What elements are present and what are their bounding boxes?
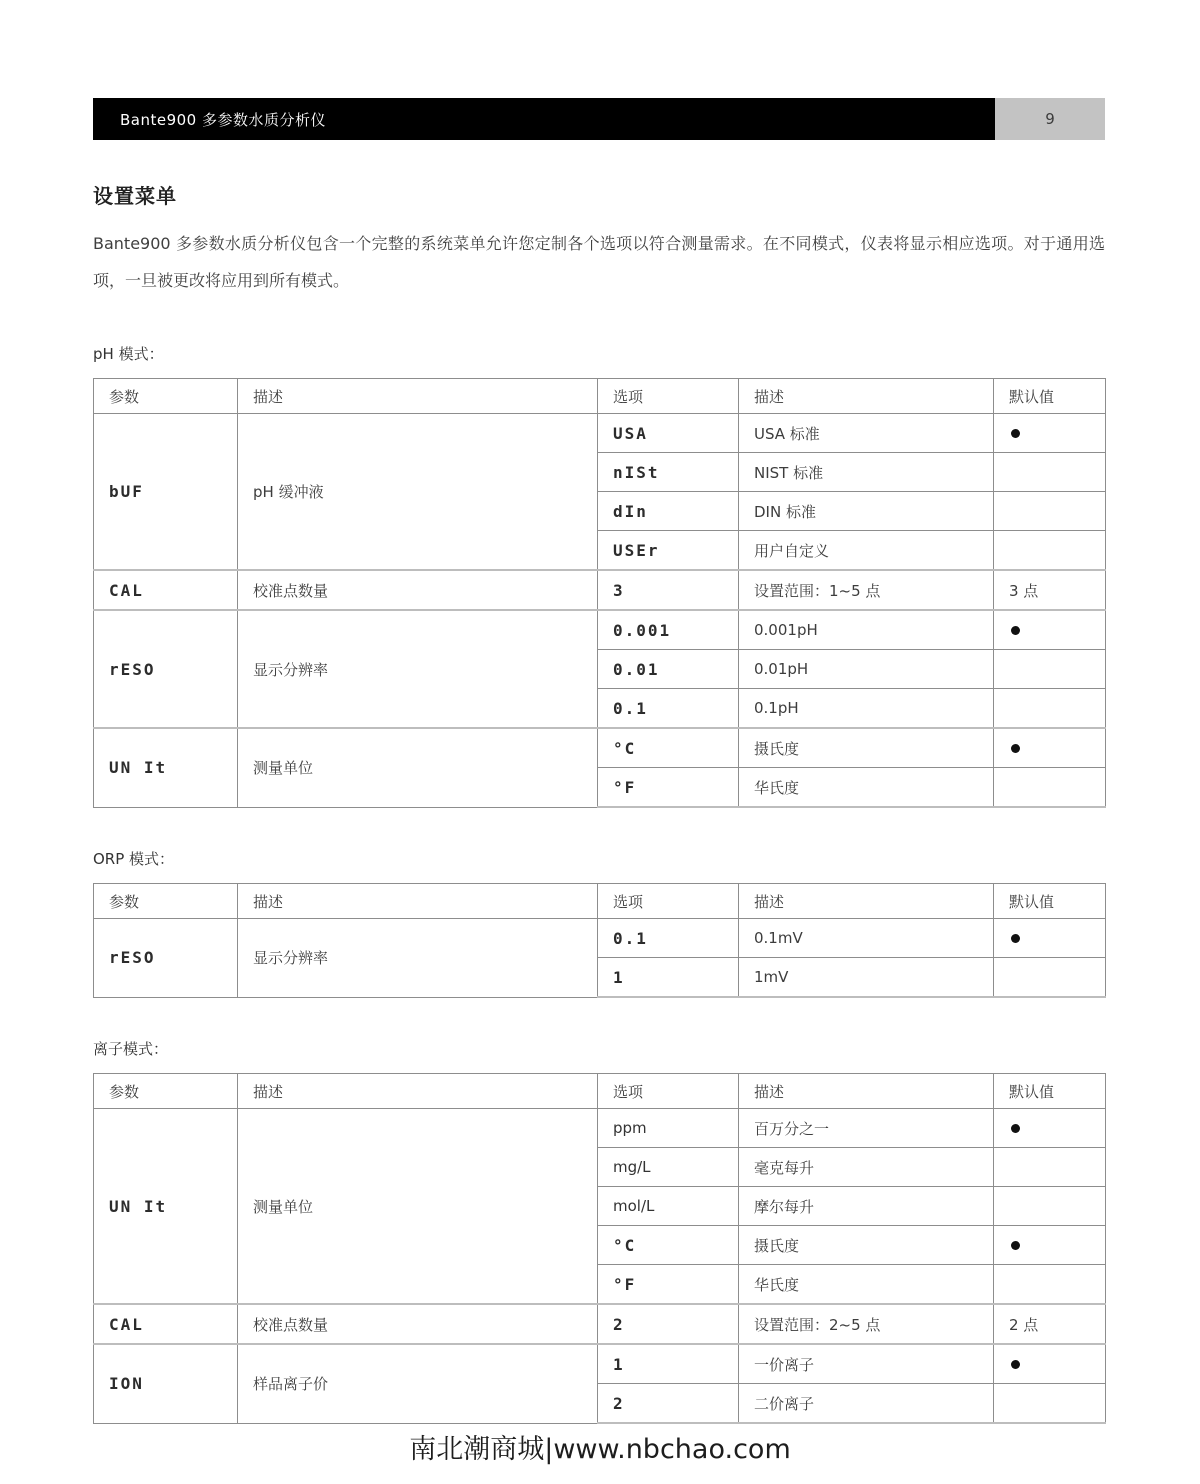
option-code-cell <box>598 1148 739 1187</box>
settings-table <box>93 1073 1106 1424</box>
option-code-cell <box>598 570 739 610</box>
default-value-cell <box>994 1187 1106 1226</box>
param-desc-cell: 显示分辨率 <box>238 610 598 728</box>
column-header: 描述 <box>238 884 598 919</box>
option-code: USA <box>613 423 648 443</box>
default-value-cell <box>994 650 1106 689</box>
default-dot <box>1011 1360 1020 1369</box>
default-dot <box>1011 934 1020 943</box>
table-row <box>94 1344 1106 1384</box>
default-dot <box>1011 429 1020 438</box>
header-row <box>94 1074 1106 1109</box>
option-code-cell <box>598 919 739 958</box>
table-row <box>94 414 1106 453</box>
page-number: 9 <box>1045 110 1055 128</box>
option-code-cell <box>598 1265 739 1305</box>
option-code-cell <box>598 531 739 571</box>
option-code: °F <box>613 777 637 797</box>
default-value-cell: 2 点 <box>994 1304 1106 1344</box>
param-code: rESO <box>109 948 156 968</box>
param-desc-cell: 测量单位 <box>238 728 598 807</box>
option-desc-cell: 设置范围：2~5 点 <box>739 1304 994 1344</box>
default-value-cell <box>994 492 1106 531</box>
page-number-box <box>995 98 1105 140</box>
option-desc-cell: 百万分之一 <box>739 1109 994 1148</box>
header-title-bar <box>93 98 995 140</box>
option-desc-cell: 0.01pH <box>739 650 994 689</box>
mode-label: pH 模式： <box>93 345 164 363</box>
option-desc-cell: 毫克每升 <box>739 1148 994 1187</box>
table-row <box>94 570 1106 610</box>
param-code-cell <box>94 728 238 807</box>
option-code: ppm <box>613 1119 647 1137</box>
table-row <box>94 610 1106 650</box>
footer-text: 南北潮商城|www.nbchao.com <box>409 1434 791 1465</box>
param-code-cell <box>94 1344 238 1423</box>
option-code-cell <box>598 768 739 808</box>
param-code-cell <box>94 610 238 728</box>
option-code: °F <box>613 1274 637 1294</box>
table-body <box>94 919 1106 998</box>
option-code-cell <box>598 1304 739 1344</box>
param-desc-cell: 校准点数量 <box>238 1304 598 1344</box>
param-desc-cell: 测量单位 <box>238 1109 598 1305</box>
option-code-cell <box>598 453 739 492</box>
column-header: 选项 <box>598 379 739 414</box>
table-row <box>94 728 1106 768</box>
option-desc-cell: 0.001pH <box>739 610 994 650</box>
option-code-cell <box>598 1384 739 1424</box>
table-head <box>94 379 1106 414</box>
table-head <box>94 884 1106 919</box>
option-code: 0.01 <box>613 659 660 679</box>
column-header: 默认值 <box>994 884 1106 919</box>
column-header: 选项 <box>598 1074 739 1109</box>
param-code: CAL <box>109 1314 144 1334</box>
param-code-cell <box>94 570 238 610</box>
option-code: USEr <box>613 540 660 560</box>
table-row <box>94 919 1106 958</box>
default-value-cell <box>994 1109 1106 1148</box>
option-desc-cell: 华氏度 <box>739 1265 994 1305</box>
column-header: 参数 <box>94 379 238 414</box>
option-code-cell <box>598 958 739 998</box>
option-code-cell <box>598 1344 739 1384</box>
param-code: CAL <box>109 580 144 600</box>
settings-table <box>93 378 1106 808</box>
column-header: 描述 <box>739 379 994 414</box>
column-header: 默认值 <box>994 1074 1106 1109</box>
column-header: 参数 <box>94 1074 238 1109</box>
param-code-cell <box>94 414 238 571</box>
default-value-cell <box>994 1226 1106 1265</box>
option-code: 0.001 <box>613 620 672 640</box>
column-header: 描述 <box>739 1074 994 1109</box>
option-code: mol/L <box>613 1197 655 1215</box>
column-header: 描述 <box>238 379 598 414</box>
param-desc-cell: pH 缓冲液 <box>238 414 598 571</box>
option-code: 1 <box>613 967 625 987</box>
default-dot <box>1011 626 1020 635</box>
page-header-bar <box>93 98 1105 140</box>
option-code-cell <box>598 728 739 768</box>
default-value-cell <box>994 919 1106 958</box>
column-header: 描述 <box>739 884 994 919</box>
param-code: UN It <box>109 758 168 778</box>
option-desc-cell: 设置范围：1~5 点 <box>739 570 994 610</box>
default-dot <box>1011 1241 1020 1250</box>
param-code-cell <box>94 1109 238 1305</box>
option-code: °C <box>613 738 637 758</box>
option-code-cell <box>598 1226 739 1265</box>
default-value-cell <box>994 689 1106 729</box>
column-header: 选项 <box>598 884 739 919</box>
default-value-cell: 3 点 <box>994 570 1106 610</box>
option-code: 1 <box>613 1354 625 1374</box>
param-code: rESO <box>109 659 156 679</box>
default-value-cell <box>994 1148 1106 1187</box>
intro-paragraph: Bante900 多参数水质分析仪包含一个完整的系统菜单允许您定制各个选项以符合测量需求。在不同模式，仪表将显示相应选项。对于通用选项，一旦被更改将应用到所有模式。 <box>93 234 1105 290</box>
table-body <box>94 1109 1106 1424</box>
default-value-cell <box>994 531 1106 571</box>
default-dot <box>1011 744 1020 753</box>
default-value-cell <box>994 1344 1106 1384</box>
option-code-cell <box>598 610 739 650</box>
table-head <box>94 1074 1106 1109</box>
option-code: 0.1 <box>613 698 648 718</box>
document-title: Bante900 多参数水质分析仪 <box>120 110 326 129</box>
param-desc-cell: 样品离子价 <box>238 1344 598 1423</box>
mode-label: 离子模式： <box>93 1040 169 1058</box>
option-code: nISt <box>613 462 660 482</box>
param-desc-cell: 校准点数量 <box>238 570 598 610</box>
option-desc-cell: 二价离子 <box>739 1384 994 1424</box>
default-value-cell <box>994 414 1106 453</box>
option-desc-cell: 一价离子 <box>739 1344 994 1384</box>
option-code: mg/L <box>613 1158 651 1176</box>
option-desc-cell: USA 标准 <box>739 414 994 453</box>
table-row <box>94 1109 1106 1148</box>
option-desc-cell: NIST 标准 <box>739 453 994 492</box>
option-code-cell <box>598 1109 739 1148</box>
footer-watermark <box>0 1427 1200 1466</box>
option-code: 0.1 <box>613 928 648 948</box>
option-code-cell <box>598 492 739 531</box>
default-dot <box>1011 1124 1020 1133</box>
option-code: 2 <box>613 1393 625 1413</box>
column-header: 描述 <box>238 1074 598 1109</box>
settings-table <box>93 883 1106 998</box>
param-code: UN It <box>109 1196 168 1216</box>
param-code: ION <box>109 1374 144 1394</box>
section-heading: 设置菜单 <box>93 184 177 208</box>
option-desc-cell: DIN 标准 <box>739 492 994 531</box>
column-header: 参数 <box>94 884 238 919</box>
table-body <box>94 414 1106 808</box>
default-value-cell <box>994 768 1106 808</box>
option-code-cell <box>598 689 739 729</box>
default-value-cell <box>994 1384 1106 1424</box>
param-desc-cell: 显示分辨率 <box>238 919 598 998</box>
table-row <box>94 1304 1106 1344</box>
default-value-cell <box>994 1265 1106 1305</box>
option-desc-cell: 摩尔每升 <box>739 1187 994 1226</box>
option-desc-cell: 用户自定义 <box>739 531 994 571</box>
header-row <box>94 379 1106 414</box>
default-value-cell <box>994 610 1106 650</box>
mode-label: ORP 模式： <box>93 850 175 868</box>
option-desc-cell: 摄氏度 <box>739 728 994 768</box>
default-value-cell <box>994 728 1106 768</box>
param-code: bUF <box>109 482 144 501</box>
option-code: 3 <box>613 580 625 600</box>
option-code-cell <box>598 650 739 689</box>
option-code: dIn <box>613 501 648 521</box>
param-code-cell <box>94 1304 238 1344</box>
option-code: 2 <box>613 1314 625 1334</box>
option-desc-cell: 摄氏度 <box>739 1226 994 1265</box>
option-desc-cell: 0.1pH <box>739 689 994 729</box>
option-desc-cell: 0.1mV <box>739 919 994 958</box>
option-code-cell <box>598 414 739 453</box>
option-desc-cell: 1mV <box>739 958 994 998</box>
default-value-cell <box>994 958 1106 998</box>
option-code: °C <box>613 1235 637 1255</box>
option-desc-cell: 华氏度 <box>739 768 994 808</box>
header-row <box>94 884 1106 919</box>
settings-tables-container <box>93 343 1105 1424</box>
default-value-cell <box>994 453 1106 492</box>
param-code-cell <box>94 919 238 998</box>
column-header: 默认值 <box>994 379 1106 414</box>
option-code-cell <box>598 1187 739 1226</box>
